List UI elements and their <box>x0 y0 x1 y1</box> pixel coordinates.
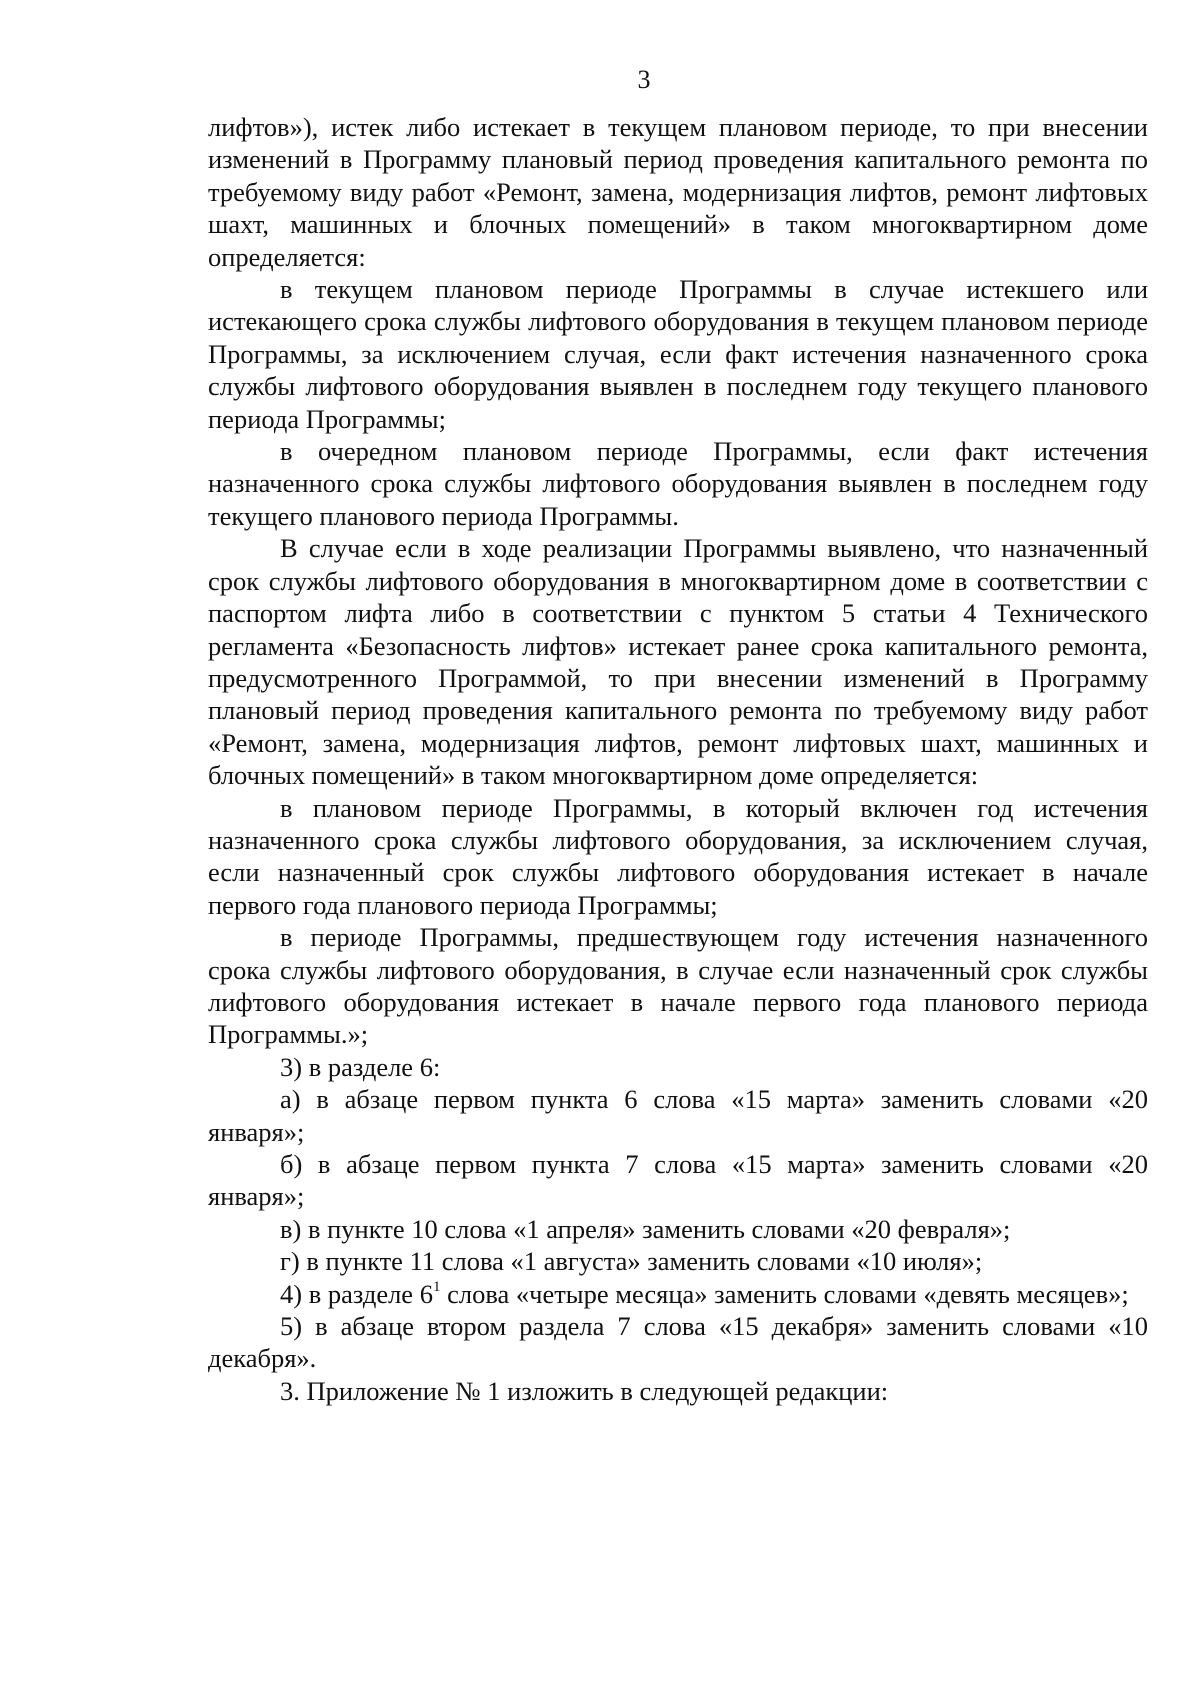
list-item-g: г) в пункте 11 слова «1 августа» заменить словами «10 июля»; <box>280 1246 983 1277</box>
page-number: 3 <box>637 65 651 94</box>
list-item-v: в) в пункте 10 слова «1 апреля» заменить словами «20 февраля»; <box>280 1213 1011 1244</box>
list-item-b: б) в абзаце первом пункта 7 слова «15 марта» заменить словами «20 января»; <box>208 1149 1148 1212</box>
list-item-a: а) в абзаце первом пункта 6 слова «15 марта» заменить словами «20 января»; <box>208 1084 1148 1147</box>
paragraph-preceding-period: в периоде Программы, предшествующем году истечения назначенного срока службы лифтового оборудования, в случае если назначенный срок службы лифтового оборудования истекает в начале первого года планового периода Программы.»; <box>208 922 1148 1050</box>
paragraph-program-implementation: В случае если в ходе реализации Программы выявлено, что назначенный срок службы лифтового оборудования в многоквартирном доме в соответствии с паспортом лифта либо в соответствии с пунктом 5 статьи 4 Технического регламента «Безопасность лифтов» истекает ранее срока капитального ремонта, предусмотренного Программой, то при внесении изменений в Программу плановый период проведения капитального ремонта по требуемому виду работ «Ремонт, замена, модернизация лифтов, ремонт лифтовых шахт, машинных и блочных помещений» в таком многоквартирном доме определяется: <box>208 533 1148 791</box>
paragraph-current-period: в текущем плановом периоде Программы в случае истекшего или истекающего срока службы лифтового оборудования в текущем плановом периоде Программы, за исключением случая, если факт истечения назначенного срока службы лифтового оборудования выявлен в последнем году текущего планового периода Программы; <box>208 274 1148 434</box>
list-item-section-7: 5) в абзаце втором раздела 7 слова «15 декабря» заменить словами «10 декабря». <box>208 1311 1148 1374</box>
section-6-1-text-after: слова «четыре месяца» заменить словами «девять месяцев»; <box>440 1278 1129 1309</box>
list-item-section-6: 3) в разделе 6: <box>280 1051 441 1082</box>
paragraph-lifts-continuation: лифтов»), истек либо истекает в текущем плановом периоде, то при внесении изменений в Программу плановый период проведения капитального ремонта по требуемому виду работ «Ремонт, замена, модернизация лифтов, ремонт лифтовых шахт, машинных и блочных помещений» в таком многоквартирном доме определяется: <box>208 112 1148 272</box>
section-6-1-superscript: 1 <box>432 1278 441 1295</box>
paragraph-planned-period-year: в плановом периоде Программы, в который включен год истечения назначенного срока службы лифтового оборудования, за исключением случая, если назначенный срок службы лифтового оборудования истекает в начале первого года планового периода Программы; <box>208 792 1148 920</box>
paragraph-next-period: в очередном плановом периоде Программы, если факт истечения назначенного срока службы лифтового оборудования выявлен в последнем году текущего планового периода Программы. <box>208 436 1148 531</box>
section-6-1-text-before: 4) в разделе 6 <box>280 1278 433 1309</box>
document-body <box>208 111 1148 1407</box>
paragraph-appendix-1: 3. Приложение № 1 изложить в следующей редакции: <box>280 1375 889 1406</box>
list-item-section-6-1 <box>208 1278 1148 1310</box>
